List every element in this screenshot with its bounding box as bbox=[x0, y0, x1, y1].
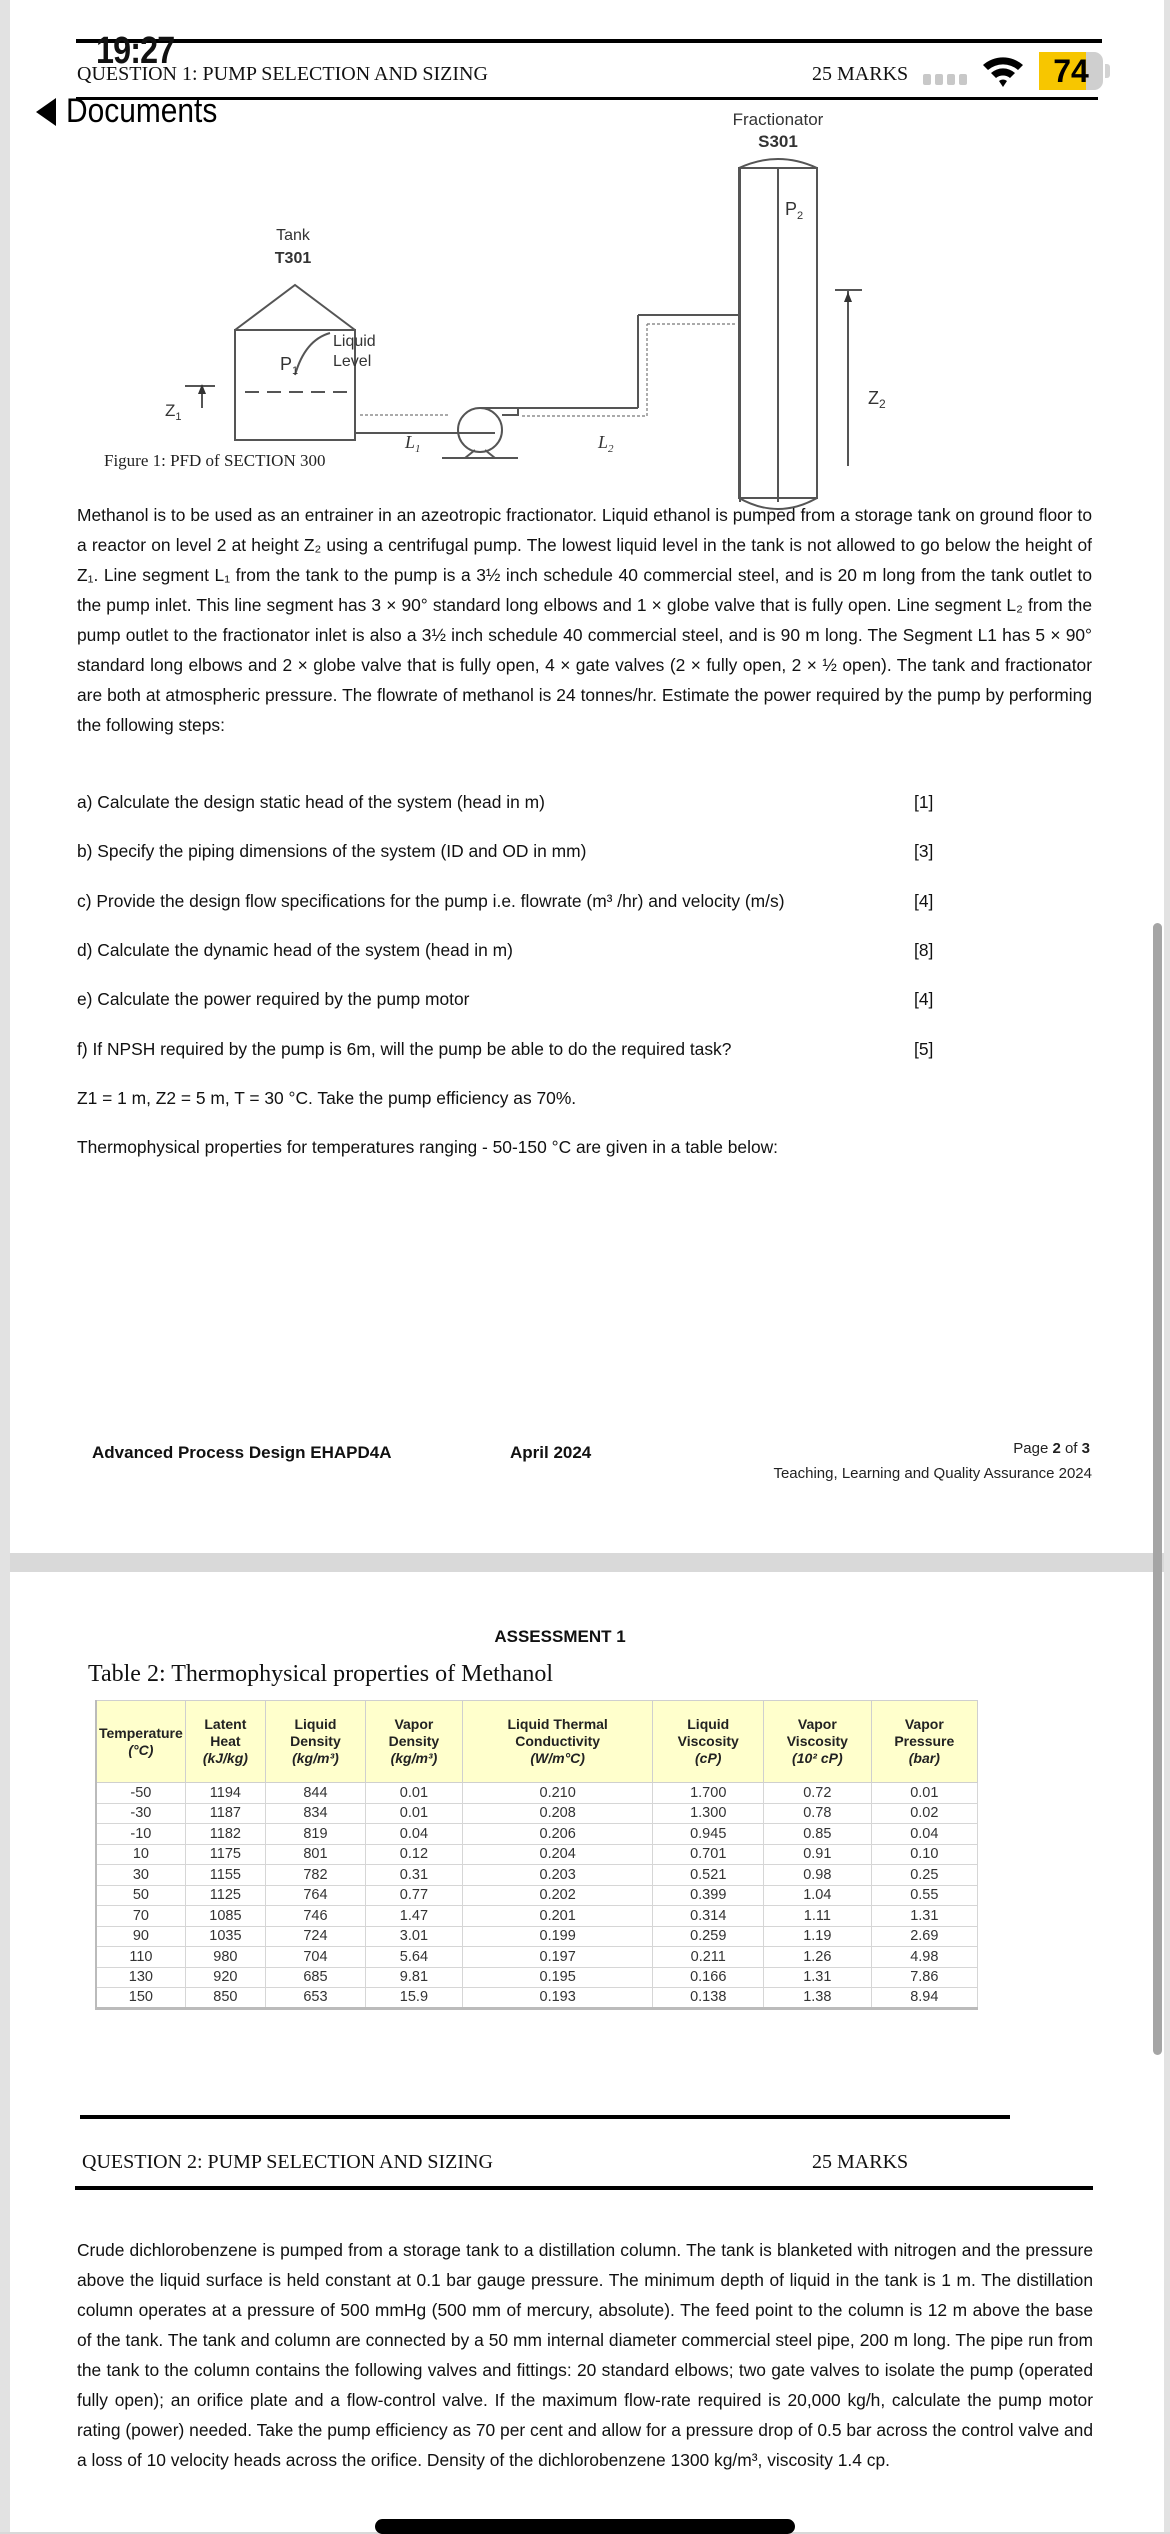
battery-nub bbox=[1105, 64, 1110, 78]
question-f: f) If NPSH required by the pump is 6m, will the pump be able to do the required task? bbox=[77, 1039, 732, 1059]
table-cell: 15.9 bbox=[365, 1988, 462, 2009]
table-cell: 0.55 bbox=[871, 1885, 977, 1906]
table-cell: 10 bbox=[96, 1844, 185, 1865]
table-cell: 834 bbox=[265, 1803, 365, 1824]
table-cell: 0.202 bbox=[462, 1885, 653, 1906]
table-cell: 801 bbox=[265, 1844, 365, 1865]
section-divider bbox=[80, 2115, 1010, 2119]
question-a-marks: [1] bbox=[914, 792, 934, 812]
table-body bbox=[96, 1783, 978, 2009]
methanol-properties-table bbox=[95, 1700, 978, 2010]
table-cell: 0.197 bbox=[462, 1947, 653, 1968]
table-cell: 0.01 bbox=[365, 1783, 462, 1804]
fractionator-label: Fractionator bbox=[732, 110, 824, 129]
l1-label: $L_1$ bbox=[405, 432, 421, 455]
table-cell: 1085 bbox=[185, 1906, 265, 1927]
table-cell: 90 bbox=[96, 1926, 185, 1947]
liquid-level-label-1: Liquid bbox=[333, 333, 376, 350]
table-cell: 0.195 bbox=[462, 1967, 653, 1988]
table-cell: 5.64 bbox=[365, 1947, 462, 1968]
footer-page-number: Page 2 of 3 bbox=[1013, 1440, 1090, 1457]
table-row bbox=[96, 1947, 978, 1968]
vertical-scrollbar[interactable] bbox=[1153, 923, 1162, 2055]
col-header: Vapor Density (kg/m³) bbox=[365, 1701, 462, 1783]
table-cell: 1.26 bbox=[764, 1947, 872, 1968]
table-cell: 1155 bbox=[185, 1865, 265, 1886]
question-e-marks: [4] bbox=[914, 989, 934, 1009]
fractionator-id: S301 bbox=[758, 132, 798, 151]
table-cell: 0.98 bbox=[764, 1865, 872, 1886]
assessment-heading: ASSESSMENT 1 bbox=[494, 1627, 626, 1646]
table-row bbox=[96, 1844, 978, 1865]
table-intro: Thermophysical properties for temperatures ranging - 50-150 °C are given in a table below: bbox=[77, 1137, 779, 1157]
p2-label: $P_2$ bbox=[785, 199, 804, 222]
table-cell: 4.98 bbox=[871, 1947, 977, 1968]
table-cell: 0.203 bbox=[462, 1865, 653, 1886]
table-row bbox=[96, 1988, 978, 2009]
question-2-paragraph: Crude dichlorobenzene is pumped from a storage tank to a distillation column. The tank is blanketed with nitrogen and the pressure above the liquid surface is held constant at 0.1 bar gauge pressure. The minimum depth of liquid in the tank is 1 m. The distillation column operates at a pressure of 500 mmHg (500 mm of mercury, absolute). The feed point to the column is 12 m above the base of the tank. The tank and column are connected by a 50 mm internal diameter commercial steel pipe, 200 m long. The pipe run from the tank to the column contains the following valves and fittings: 20 standard elbows; two gate valves to isolate the pump (operated fully open); an orifice plate and a flow-control valve. If the maximum flow-rate required is 20,000 kg/h, calculate the pump motor rating (power) needed. Take the pump efficiency as 70 per cent and allow for a pressure drop of 0.5 bar across the control valve and a loss of 10 velocity heads across the orifice. Density of the dichlorobenzene 1300 kg/m³, viscosity 1.4 cp. bbox=[77, 2240, 1093, 2470]
z1-label: $Z_1$ bbox=[165, 401, 182, 423]
table-cell: 0.206 bbox=[462, 1824, 653, 1845]
table-cell: 1.11 bbox=[764, 1906, 872, 1927]
table-cell: 0.314 bbox=[653, 1906, 764, 1927]
table-row bbox=[96, 1967, 978, 1988]
table-cell: 0.04 bbox=[365, 1824, 462, 1845]
table-cell: 0.77 bbox=[365, 1885, 462, 1906]
liquid-level-label-2: Level bbox=[333, 353, 372, 370]
back-triangle-icon bbox=[36, 98, 56, 126]
home-indicator[interactable] bbox=[375, 2519, 795, 2534]
table-row bbox=[96, 1824, 978, 1845]
table-cell: 920 bbox=[185, 1967, 265, 1988]
table-cell: 819 bbox=[265, 1824, 365, 1845]
question-d-marks: [8] bbox=[914, 940, 934, 960]
back-to-documents-button[interactable] bbox=[36, 92, 238, 131]
footer-office: Teaching, Learning and Quality Assurance 2024 bbox=[773, 1465, 1092, 1482]
table-cell: 1.300 bbox=[653, 1803, 764, 1824]
table-cell: 844 bbox=[265, 1783, 365, 1804]
table-cell: -30 bbox=[96, 1803, 185, 1824]
table-cell: 0.521 bbox=[653, 1865, 764, 1886]
col-header: Liquid Viscosity (cP) bbox=[653, 1701, 764, 1783]
table-cell: 1.31 bbox=[871, 1906, 977, 1927]
table-cell: 0.193 bbox=[462, 1988, 653, 2009]
table-cell: 0.199 bbox=[462, 1926, 653, 1947]
table-cell: 685 bbox=[265, 1967, 365, 1988]
table-cell: 1.31 bbox=[764, 1967, 872, 1988]
table-cell: 746 bbox=[265, 1906, 365, 1927]
status-time: 19:27 bbox=[96, 30, 175, 72]
question-e: e) Calculate the power required by the pump motor bbox=[77, 989, 470, 1009]
table-cell: 1.47 bbox=[365, 1906, 462, 1927]
table-cell: -50 bbox=[96, 1783, 185, 1804]
table-cell: 0.31 bbox=[365, 1865, 462, 1886]
table-cell: 2.69 bbox=[871, 1926, 977, 1947]
question-f-marks: [5] bbox=[914, 1039, 934, 1059]
table-row bbox=[96, 1885, 978, 1906]
question-1-marks: 25 MARKS bbox=[812, 63, 909, 85]
table-cell: 0.204 bbox=[462, 1844, 653, 1865]
table-cell: 1194 bbox=[185, 1783, 265, 1804]
table-cell: 1175 bbox=[185, 1844, 265, 1865]
viewer-right-gutter bbox=[1164, 0, 1170, 2532]
col-header: Vapor Viscosity (10² cP) bbox=[764, 1701, 872, 1783]
table-cell: 0.259 bbox=[653, 1926, 764, 1947]
table-cell: 1.19 bbox=[764, 1926, 872, 1947]
given-values: Z1 = 1 m, Z2 = 5 m, T = 30 °C. Take the pump efficiency as 70%. bbox=[77, 1088, 577, 1108]
table-cell: 0.91 bbox=[764, 1844, 872, 1865]
table-cell: 0.78 bbox=[764, 1803, 872, 1824]
table-cell: 9.81 bbox=[365, 1967, 462, 1988]
footer-course: Advanced Process Design EHAPD4A bbox=[92, 1443, 392, 1462]
question-c: c) Provide the design flow specifications for the pump i.e. flowrate (m³ /hr) and velocity (m/s) bbox=[77, 891, 785, 911]
table-cell: 7.86 bbox=[871, 1967, 977, 1988]
table-cell: 1.04 bbox=[764, 1885, 872, 1906]
battery-level: 74 bbox=[1053, 52, 1089, 89]
question-2-marks: 25 MARKS bbox=[812, 2151, 909, 2173]
back-label: Documents bbox=[66, 92, 218, 130]
question-1-title: QUESTION 1: PUMP SELECTION AND SIZING bbox=[77, 63, 488, 85]
table-cell: 724 bbox=[265, 1926, 365, 1947]
col-header: Liquid Density (kg/m³) bbox=[265, 1701, 365, 1783]
battery-icon bbox=[1039, 52, 1103, 90]
table-cell: 50 bbox=[96, 1885, 185, 1906]
table-cell: 0.02 bbox=[871, 1803, 977, 1824]
p1-label: $P_1$ bbox=[280, 354, 299, 377]
table-cell: 1187 bbox=[185, 1803, 265, 1824]
table-cell: 0.701 bbox=[653, 1844, 764, 1865]
table-cell: 30 bbox=[96, 1865, 185, 1886]
question-1-paragraph: Methanol is to be used as an entrainer in an azeotropic fractionator. Liquid ethanol is pumped from a storage tank on ground floor to a reactor on level 2 at height Z₂ using a centrifugal pump. The lowest liquid level in the tank is not allowed to go below the height of Z₁. Line segment L₁ from the tank to the pump is a 3½ inch schedule 40 commercial steel, and is 20 m long from the tank outlet to the pump inlet. This line segment has 3 × 90° standard long elbows and 1 × globe valve that is fully open. Line segment L₂ from the pump outlet to the fractionator inlet is also a 3½ inch schedule 40 commercial steel, and is 90 m long. The Segment L1 has 5 × 90° standard long elbows and 2 × globe valve that is fully open, 4 × gate valves (2 × fully open, 2 × ½ open). The tank and fractionator are both at atmospheric pressure. The flowrate of methanol is 24 tonnes/hr. Estimate the power required by the pump by performing the following steps: bbox=[77, 505, 1092, 735]
question-b: b) Specify the piping dimensions of the system (ID and OD in mm) bbox=[77, 841, 587, 861]
table-cell: 0.166 bbox=[653, 1967, 764, 1988]
table-cell: 1.700 bbox=[653, 1783, 764, 1804]
table-cell: 150 bbox=[96, 1988, 185, 2009]
z2-label: $Z_2$ bbox=[868, 388, 886, 411]
table-cell: 0.399 bbox=[653, 1885, 764, 1906]
table-cell: 3.01 bbox=[365, 1926, 462, 1947]
col-header: Latent Heat (kJ/kg) bbox=[185, 1701, 265, 1783]
col-header: Temperature (°C) bbox=[96, 1701, 185, 1783]
table-cell: 0.945 bbox=[653, 1824, 764, 1845]
table-cell: 0.85 bbox=[764, 1824, 872, 1845]
l2-label: $L_2$ bbox=[598, 432, 614, 455]
question-2-title: QUESTION 2: PUMP SELECTION AND SIZING bbox=[82, 2151, 493, 2173]
table-cell: 70 bbox=[96, 1906, 185, 1927]
table-cell: 850 bbox=[185, 1988, 265, 2009]
question-2-rule bbox=[75, 2186, 1093, 2190]
signal-dots-icon bbox=[923, 74, 967, 85]
pfd-diagram bbox=[90, 110, 1090, 455]
table-row bbox=[96, 1906, 978, 1927]
question-b-marks: [3] bbox=[914, 841, 934, 861]
status-icons bbox=[923, 52, 1110, 90]
table-cell: 0.01 bbox=[365, 1803, 462, 1824]
header-rule-top bbox=[76, 39, 1102, 43]
table-cell: 0.201 bbox=[462, 1906, 653, 1927]
table-cell: 130 bbox=[96, 1967, 185, 1988]
table-title: Table 2: Thermophysical properties of Methanol bbox=[88, 1661, 554, 1687]
tank-label: Tank bbox=[276, 227, 310, 244]
table-cell: 980 bbox=[185, 1947, 265, 1968]
table-cell: 1.38 bbox=[764, 1988, 872, 2009]
table-cell: 653 bbox=[265, 1988, 365, 2009]
table-cell: -10 bbox=[96, 1824, 185, 1845]
question-a: a) Calculate the design static head of the system (head in m) bbox=[77, 792, 545, 812]
table-cell: 0.72 bbox=[764, 1783, 872, 1804]
question-c-marks: [4] bbox=[914, 891, 934, 911]
table-cell: 0.04 bbox=[871, 1824, 977, 1845]
table-cell: 0.208 bbox=[462, 1803, 653, 1824]
table-cell: 0.138 bbox=[653, 1988, 764, 2009]
figure-caption: Figure 1: PFD of SECTION 300 bbox=[104, 451, 326, 470]
table-cell: 0.10 bbox=[871, 1844, 977, 1865]
table-cell: 0.211 bbox=[653, 1947, 764, 1968]
table-cell: 0.25 bbox=[871, 1865, 977, 1886]
footer-date: April 2024 bbox=[510, 1443, 592, 1462]
table-cell: 0.01 bbox=[871, 1783, 977, 1804]
table-cell: 0.12 bbox=[365, 1844, 462, 1865]
tank-id: T301 bbox=[274, 250, 312, 267]
table-cell: 1035 bbox=[185, 1926, 265, 1947]
table-cell: 782 bbox=[265, 1865, 365, 1886]
table-row bbox=[96, 1926, 978, 1947]
viewer-left-gutter bbox=[0, 0, 10, 2532]
table-cell: 1182 bbox=[185, 1824, 265, 1845]
question-d: d) Calculate the dynamic head of the system (head in m) bbox=[77, 940, 513, 960]
table-cell: 8.94 bbox=[871, 1988, 977, 2009]
table-cell: 110 bbox=[96, 1947, 185, 1968]
table-row bbox=[96, 1803, 978, 1824]
table-row bbox=[96, 1865, 978, 1886]
table-cell: 0.210 bbox=[462, 1783, 653, 1804]
col-header: Vapor Pressure (bar) bbox=[871, 1701, 977, 1783]
table-cell: 764 bbox=[265, 1885, 365, 1906]
table-cell: 1125 bbox=[185, 1885, 265, 1906]
table-row bbox=[96, 1783, 978, 1804]
table-header-row bbox=[96, 1701, 978, 1783]
wifi-icon bbox=[981, 54, 1025, 88]
table-cell: 704 bbox=[265, 1947, 365, 1968]
col-header: Liquid Thermal Conductivity (W/m°C) bbox=[462, 1701, 653, 1783]
